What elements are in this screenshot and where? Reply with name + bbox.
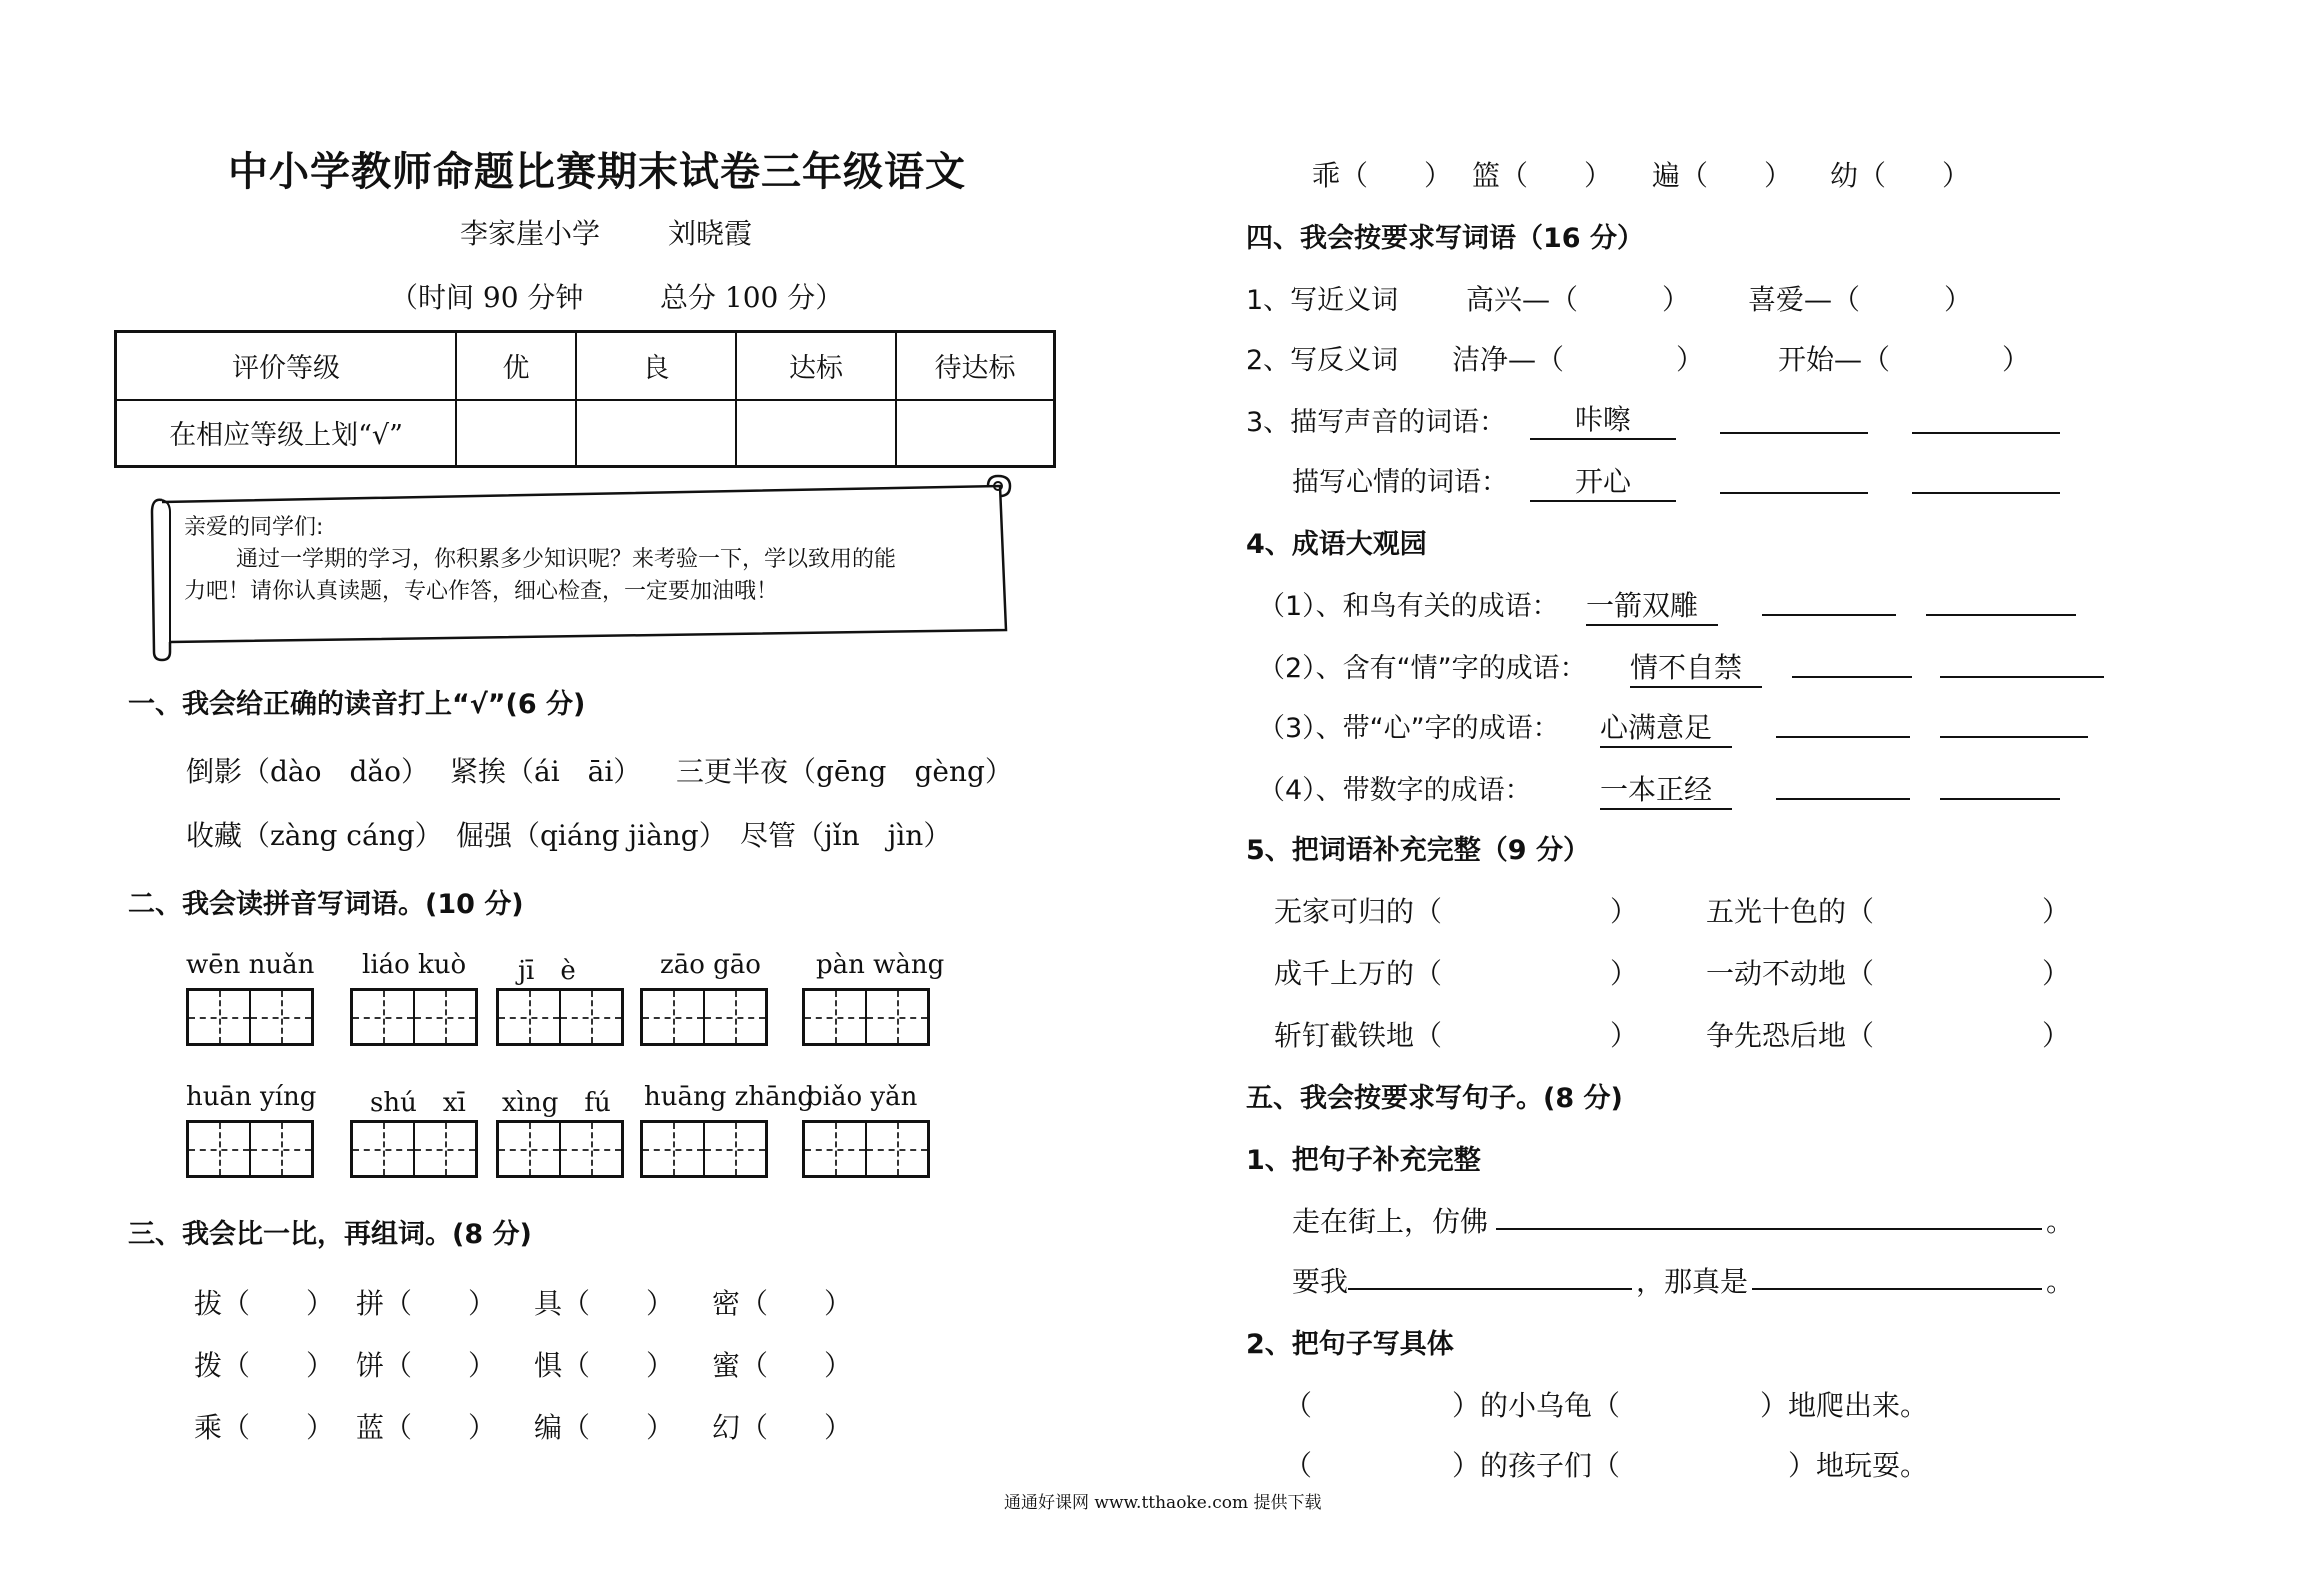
section-5-heading: 五、我会按要求写句子。(8 分) [1246,1083,1623,1114]
sound-words-label: 3、描写声音的词语： [1246,407,1507,438]
school-name: 李家崖小学 [460,217,601,250]
rubric-header-grade: 评价等级 [116,332,457,400]
exam-score: 总分 100 分） [660,281,844,314]
synonym-label: 1、写近义词 [1246,285,1399,316]
expand-sentence-label: 2、把句子写具体 [1246,1329,1454,1360]
antonym-item[interactable]: 洁净—（ ） [1452,343,1705,376]
compare-item[interactable]: 编（ ） [534,1411,675,1444]
sentence-1-period: 。 [2046,1205,2075,1238]
sentence-2-middle: ，那真是 [1636,1265,1749,1298]
writing-grid[interactable] [640,988,768,1046]
antonym-label: 2、写反义词 [1246,345,1399,376]
pinyin-label: liáo kuò [362,950,467,980]
compare-item[interactable]: 遍（ ） [1652,159,1793,192]
writing-grid[interactable] [186,1120,314,1178]
sound-words-example: 咔嚓 [1530,398,1676,440]
answer-blank[interactable] [1752,1260,2042,1290]
compare-item[interactable]: 乘（ ） [194,1411,335,1444]
sentence-2-period: 。 [2046,1265,2075,1298]
writing-grid[interactable] [802,988,930,1046]
fill-words-label: 5、把词语补充完整（9 分） [1246,835,1590,866]
idiom-example: 一箭双雕 [1586,584,1718,626]
compare-item[interactable]: 蜜（ ） [712,1349,853,1382]
fill-word-item[interactable]: 无家可归的（ ） [1274,895,1639,928]
section-1-heading: 一、我会给正确的读音打上“√”(6 分) [128,689,586,720]
writing-grid[interactable] [802,1120,930,1178]
pinyin-label: wēn nuǎn [186,950,315,980]
pinyin-label: biǎo yǎn [806,1082,918,1112]
fill-word-item[interactable]: 五光十色的（ ） [1706,895,2071,928]
writing-grid[interactable] [186,988,314,1046]
sentence-2-start: 要我 [1292,1265,1349,1298]
idiom-example: 情不自禁 [1630,646,1762,688]
answer-blank[interactable] [1912,464,2060,494]
writing-grid[interactable] [496,1120,624,1178]
answer-blank[interactable] [1940,648,2104,678]
footer-credit: 通通好课网 www.tthaoke.com 提供下载 [1004,1493,1322,1513]
compare-item[interactable]: 密（ ） [712,1287,853,1320]
pinyin-choice-6[interactable]: 尽管（jǐn jìn） [740,819,952,852]
rubric-cell-needs-work[interactable] [896,400,1055,467]
answer-blank[interactable] [1940,770,2060,800]
rubric-table [114,330,1056,468]
fill-word-item[interactable]: 成千上万的（ ） [1274,957,1639,990]
compare-item[interactable]: 拼（ ） [356,1287,497,1320]
pinyin-choice-4[interactable]: 收藏（zàng cáng） [186,819,443,852]
idiom-label: （1）、和鸟有关的成语： [1258,591,1559,622]
answer-blank[interactable] [1348,1260,1632,1290]
complete-sentence-label: 1、把句子补充完整 [1246,1145,1481,1176]
expand-sentence-2[interactable]: （ ）的孩子们（ ）地玩耍。 [1284,1449,1929,1482]
compare-item[interactable]: 幻（ ） [712,1411,853,1444]
pinyin-label: zāo gāo [660,950,761,980]
compare-item[interactable]: 乖（ ） [1312,159,1453,192]
pinyin-label: huāng zhāng [644,1082,814,1112]
section-2-heading: 二、我会读拼音写词语。(10 分) [128,889,524,920]
answer-blank[interactable] [1762,586,1896,616]
page-title: 中小学教师命题比赛期末试卷三年级语文 [228,149,966,195]
pinyin-choice-3[interactable]: 三更半夜（gēng gèng） [676,755,1013,788]
sentence-1-start: 走在街上，仿佛 [1292,1205,1489,1238]
fill-word-item[interactable]: 斩钉截铁地（ ） [1274,1019,1639,1052]
rubric-header-good: 良 [576,332,736,400]
pinyin-label: xìng fú [502,1088,611,1118]
synonym-item[interactable]: 喜爱—（ ） [1748,283,1973,316]
answer-blank[interactable] [1940,708,2088,738]
writing-grid[interactable] [496,988,624,1046]
pinyin-label: pàn wàng [816,950,945,980]
compare-item[interactable]: 具（ ） [534,1287,675,1320]
compare-item[interactable]: 饼（ ） [356,1349,497,1382]
compare-item[interactable]: 幼（ ） [1830,159,1971,192]
antonym-item[interactable]: 开始—（ ） [1778,343,2031,376]
fill-word-item[interactable]: 争先恐后地（ ） [1706,1019,2071,1052]
writing-grid[interactable] [350,988,478,1046]
answer-blank[interactable] [1496,1200,2042,1230]
compare-item[interactable]: 蓝（ ） [356,1411,497,1444]
expand-sentence-1[interactable]: （ ）的小乌龟（ ）地爬出来。 [1284,1389,1929,1422]
idiom-example: 心满意足 [1600,706,1732,748]
idiom-label: （2）、含有“情”字的成语： [1258,653,1587,684]
rubric-header-excellent: 优 [456,332,576,400]
compare-item[interactable]: 惧（ ） [534,1349,675,1382]
idiom-example: 一本正经 [1600,768,1732,810]
answer-blank[interactable] [1720,404,1868,434]
section-3-heading: 三、我会比一比，再组词。(8 分) [128,1219,532,1250]
pinyin-label: huān yíng [186,1082,317,1112]
answer-blank[interactable] [1926,586,2076,616]
exam-time: （时间 90 分钟 [390,281,584,314]
pinyin-label: jī è [518,956,576,986]
answer-blank[interactable] [1776,770,1910,800]
idiom-label: （4）、带数字的成语： [1258,775,1532,806]
pinyin-choice-1[interactable]: 倒影（dào dǎo） [186,755,429,788]
rubric-cell-good[interactable] [576,400,736,467]
compare-item[interactable]: 篮（ ） [1472,159,1613,192]
rubric-header-pass: 达标 [736,332,896,400]
mood-words-example: 开心 [1530,460,1676,502]
idiom-label: （3）、带“心”字的成语： [1258,713,1560,744]
answer-blank[interactable] [1720,464,1868,494]
author-name: 刘晓霞 [668,217,753,250]
writing-grid[interactable] [350,1120,478,1178]
section-4-heading: 四、我会按要求写词语（16 分） [1246,223,1644,254]
pinyin-choice-5[interactable]: 倔强（qiáng jiàng） [456,819,727,852]
rubric-cell-pass[interactable] [736,400,896,467]
rubric-cell-excellent[interactable] [456,400,576,467]
compare-item[interactable]: 拔（ ） [194,1287,335,1320]
compare-item[interactable]: 拨（ ） [194,1349,335,1382]
fill-word-item[interactable]: 一动不动地（ ） [1706,957,2071,990]
answer-blank[interactable] [1792,648,1912,678]
mood-words-label: 描写心情的词语： [1292,467,1508,498]
intro-greeting: 亲爱的同学们: [184,515,324,540]
intro-line-1: 通过一学期的学习，你积累多少知识呢？来考验一下，学以致用的能 [236,547,897,572]
idiom-section-label: 4、成语大观园 [1246,529,1427,560]
rubric-row-label: 在相应等级上划“√” [116,400,457,467]
pinyin-choice-2[interactable]: 紧挨（ái āi） [450,755,642,788]
pinyin-label: shú xī [370,1088,466,1118]
synonym-item[interactable]: 高兴—（ ） [1466,283,1691,316]
intro-line-2: 力吧！请你认真读题，专心作答，细心检查，一定要加油哦！ [184,579,779,604]
writing-grid[interactable] [640,1120,768,1178]
answer-blank[interactable] [1912,404,2060,434]
answer-blank[interactable] [1776,708,1910,738]
rubric-header-needs-work: 待达标 [896,332,1055,400]
